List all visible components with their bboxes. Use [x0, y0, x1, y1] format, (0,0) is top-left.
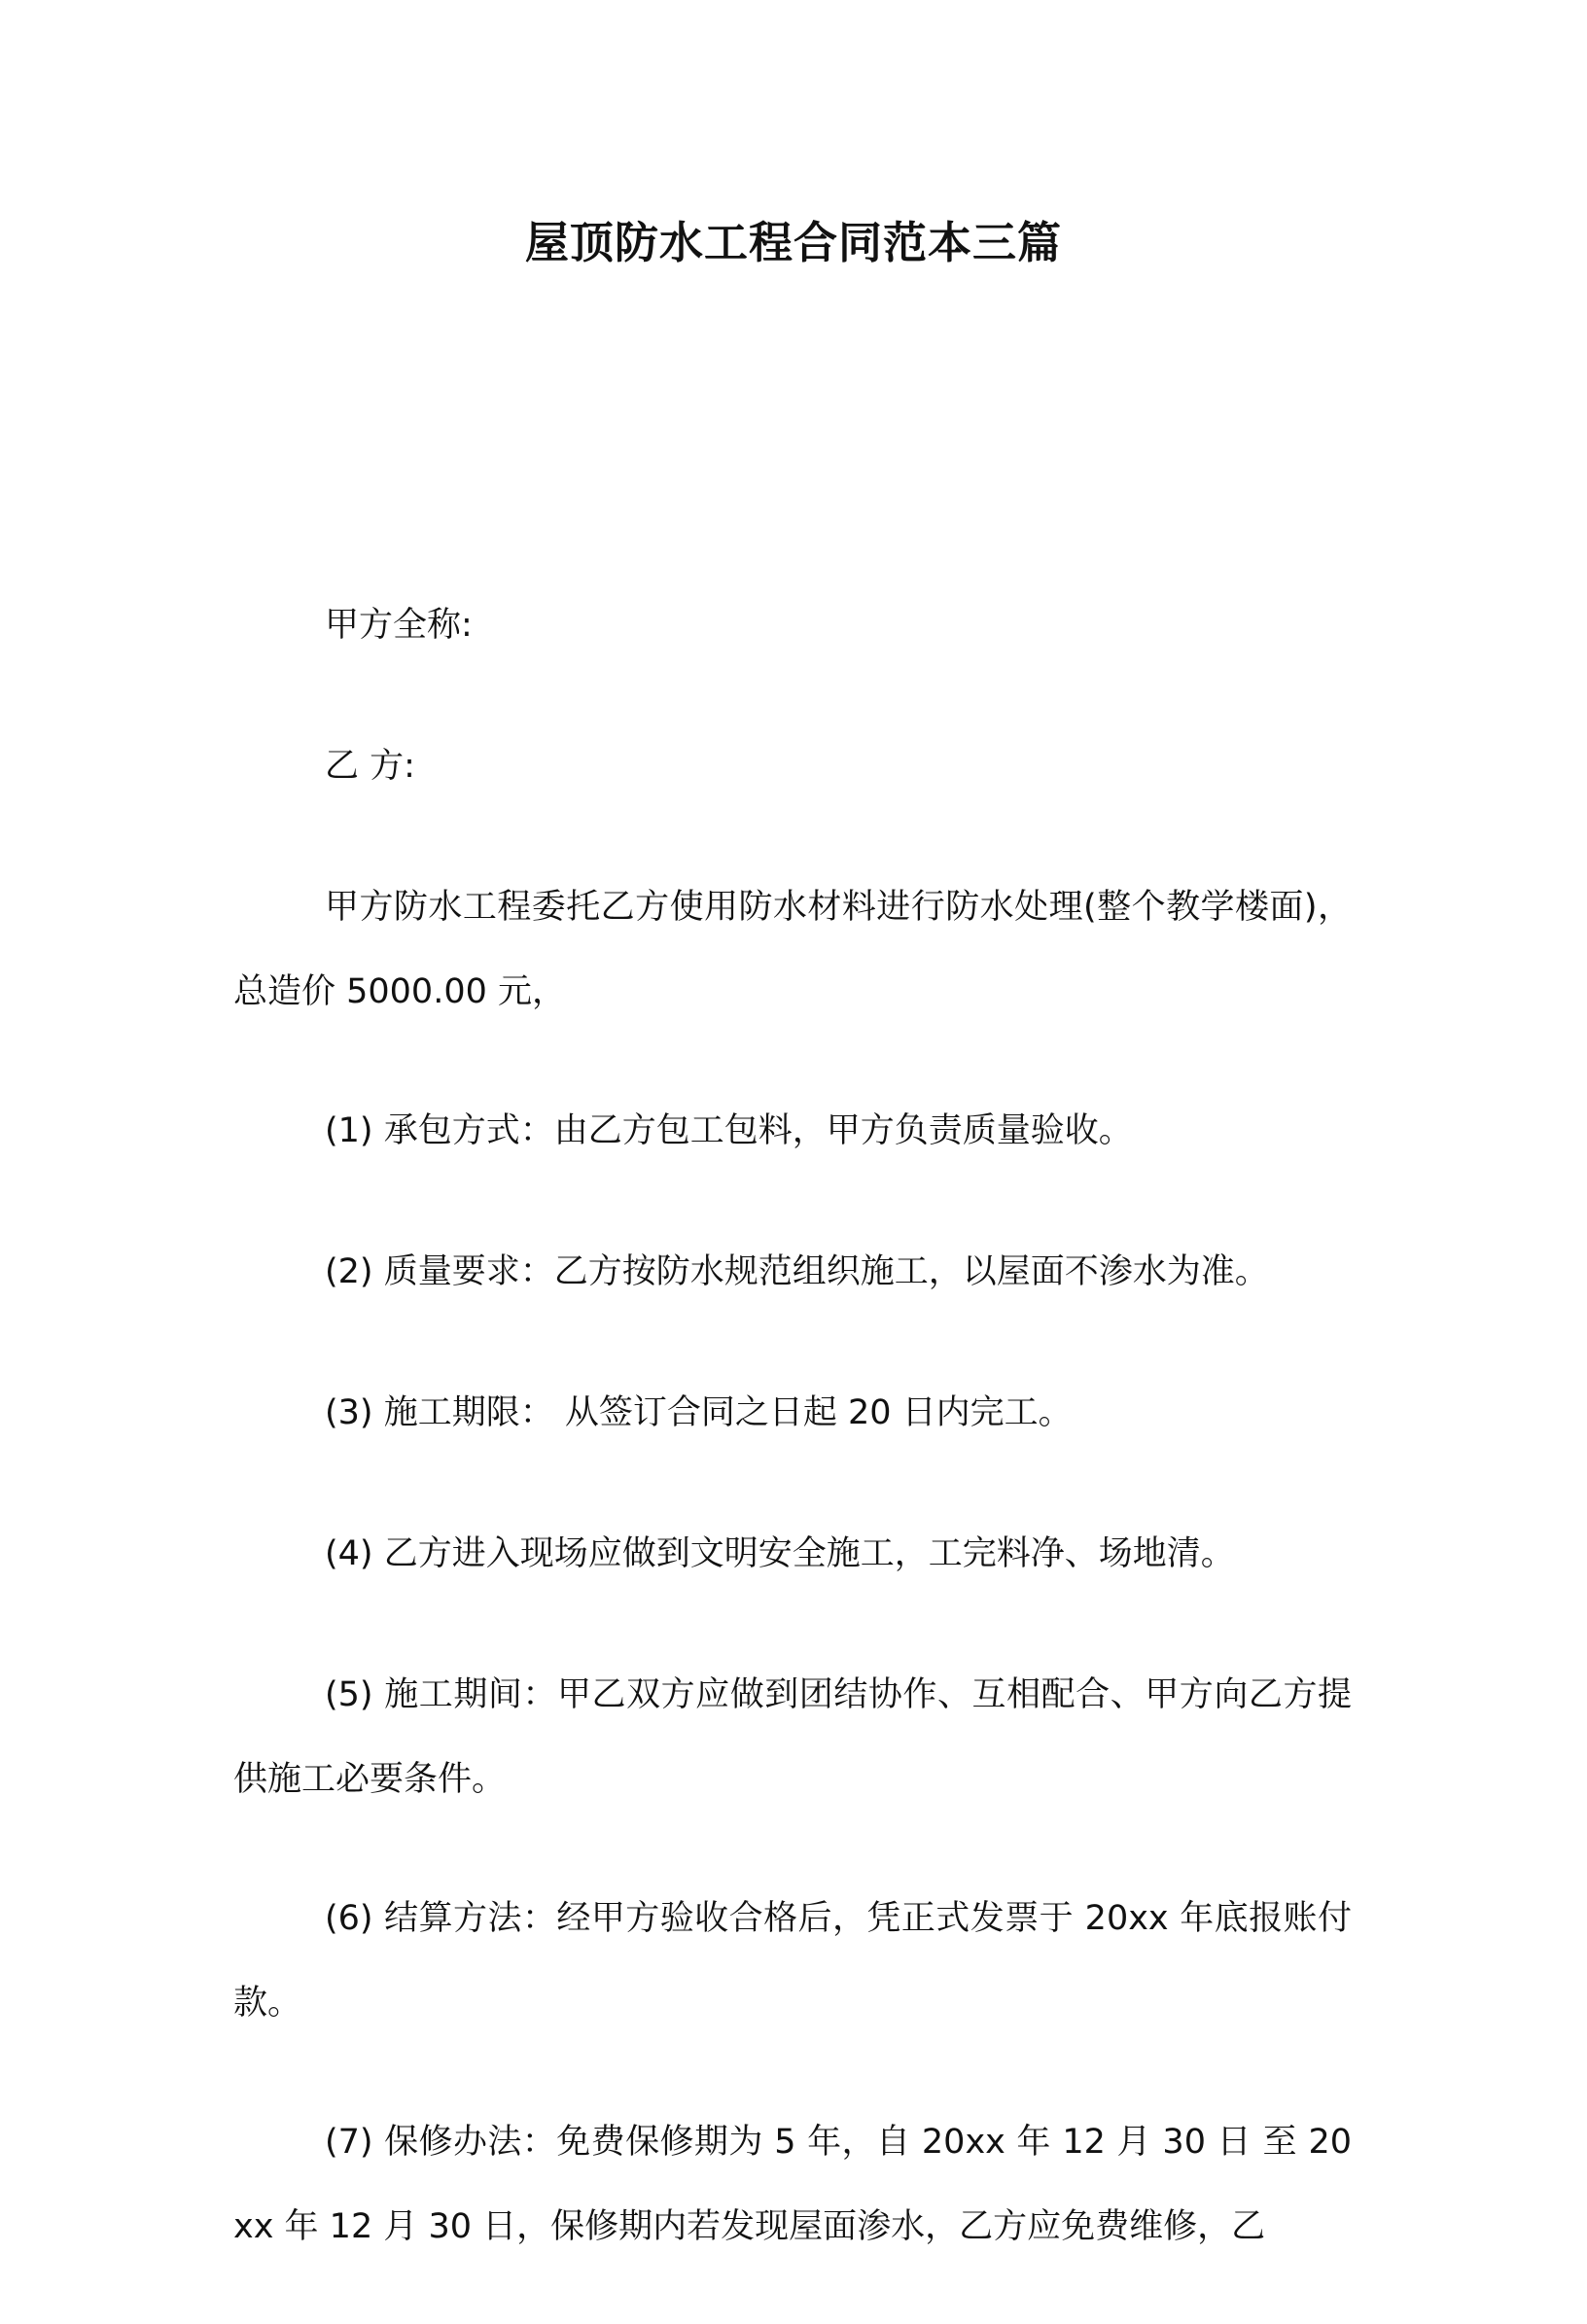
- party-a-line: 甲方全称:: [325, 606, 473, 645]
- clause-4: (4) 乙方进入现场应做到文明安全施工，工完料净、场地清。: [325, 1534, 1235, 1573]
- clause-6: (6) 结算方法：经甲方验收合格后，凭正式发票于 20xx 年底报账付款。: [233, 1899, 1352, 2023]
- clause-5: (5) 施工期间：甲乙双方应做到团结协作、互相配合、甲方向乙方提供施工必要条件。: [233, 1675, 1352, 1799]
- clause-2: (2) 质量要求：乙方按防水规范组织施工，以屋面不渗水为准。: [325, 1252, 1269, 1291]
- contract-intro-paragraph: 甲方防水工程委托乙方使用防水材料进行防水处理(整个教学楼面)，总造价 5000.00 元，: [233, 888, 1352, 1011]
- document-title: 屋顶防水工程合同范本三篇: [524, 217, 1062, 268]
- document-body: [233, 583, 1352, 2324]
- party-b-line: 乙 方:: [325, 747, 415, 786]
- clause-1: (1) 承包方式：由乙方包工包料，甲方负责质量验收。: [325, 1111, 1133, 1150]
- clause-7: (7) 保修办法：免费保修期为 5 年，自 20xx 年 12 月 30 日 至 20xx 年 12 月 30 日，保修期内若发现屋面渗水，乙方应免费维修，乙: [233, 2123, 1352, 2246]
- clause-3: (3) 施工期限： 从签订合同之日起 20 日内完工。: [325, 1393, 1073, 1432]
